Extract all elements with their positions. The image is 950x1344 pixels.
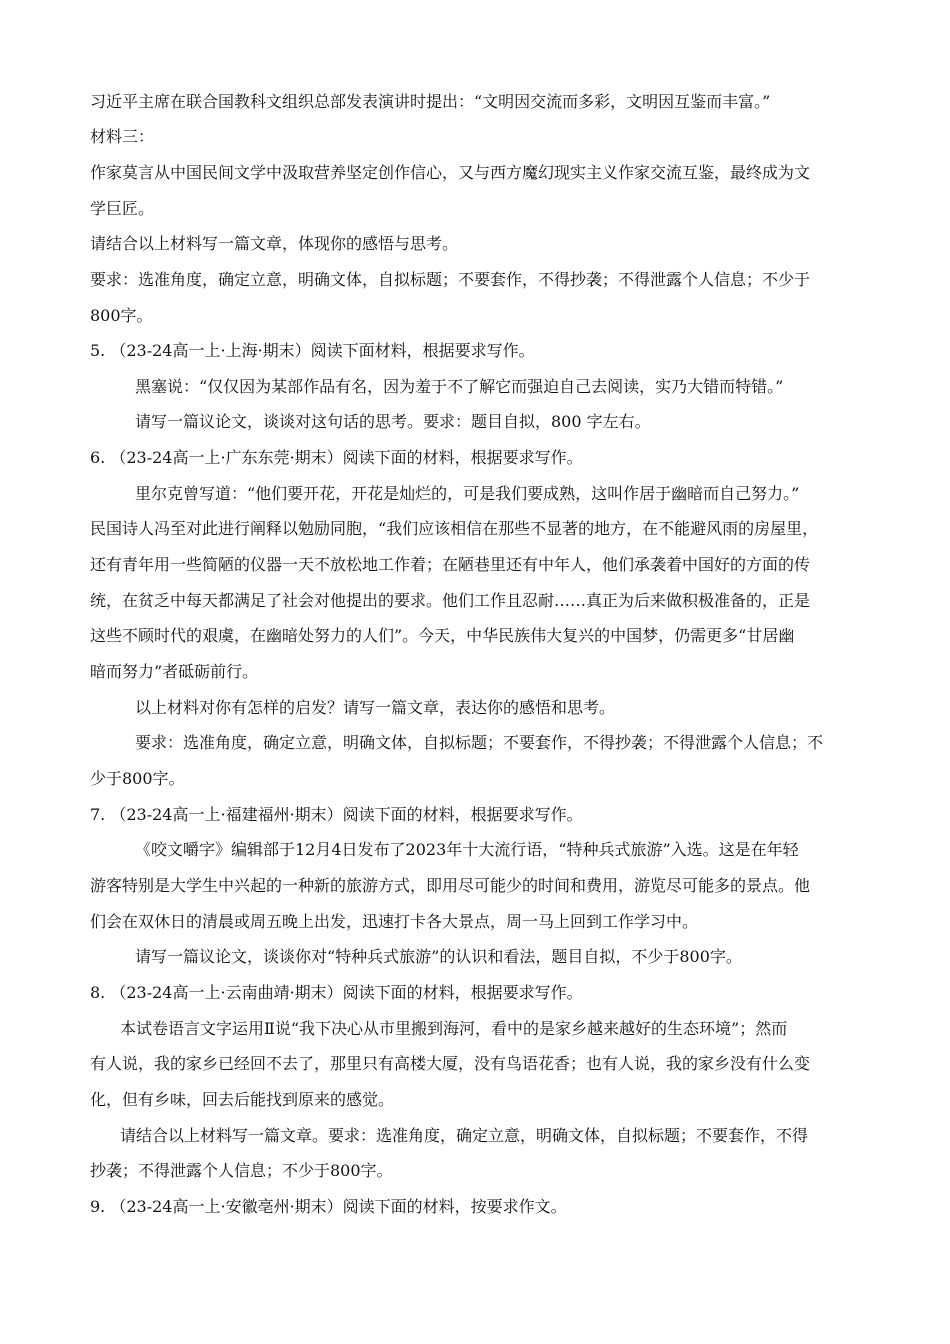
question-5-task: 请写一篇议论文，谈谈对这句话的思考。要求：题目自拟，800 字左右。 xyxy=(135,412,651,431)
question-5-heading: 5. （23-24高一上·上海·期末）阅读下面材料，根据要求写作。 xyxy=(90,341,535,360)
question-8-requirements: 抄袭；不得泄露个人信息；不少于800字。 xyxy=(90,1161,393,1180)
question-6-material: 还有青年用一些简陋的仪器一天不放松地工作着；在陋巷里还有中年人，他们承袭着中国好的方面的传 xyxy=(90,555,811,574)
question-8-heading: 8. （23-24高一上·云南曲靖·期末）阅读下面的材料，根据要求写作。 xyxy=(90,983,583,1002)
question-6-material: 统，在贫乏中每天都满足了社会对他提出的要求。他们工作且忍耐……真正为后来做积极准备的，正是 xyxy=(90,591,811,610)
question-6-material: 这些不顾时代的艰虞，在幽暗处努力的人们”。今天，中华民族伟大复兴的中国梦，仍需更多“甘居幽 xyxy=(90,626,795,645)
intro-line: 习近平主席在联合国教科文组织总部发表演讲时提出：“文明因交流而多彩，文明因互鉴而丰富。” xyxy=(90,92,771,111)
question-7-material: 《咬文嚼字》编辑部于12月4日发布了2023年十大流行语，“特种兵式旅游”入选。这是在年轻 xyxy=(135,840,799,859)
question-8-material: 化，但有乡味，回去后能找到原来的感觉。 xyxy=(90,1090,395,1109)
question-7-material: 们会在双休日的清晨或周五晚上出发，迅速打卡各大景点，周一马上回到工作学习中。 xyxy=(90,912,699,931)
question-8-material: 有人说，我的家乡已经回不去了，那里只有高楼大厦，没有鸟语花香；也有人说，我的家乡没有什么变 xyxy=(90,1054,811,1073)
material-three-text: 学巨匠。 xyxy=(90,199,155,218)
question-7-heading: 7. （23-24高一上·福建福州·期末）阅读下面的材料，根据要求写作。 xyxy=(90,805,583,824)
question-6-requirements: 要求：选准角度，确定立意，明确文体，自拟标题；不要套作，不得抄袭；不得泄露个人信息；不 xyxy=(135,733,824,752)
writing-requirements: 要求：选准角度，确定立意，明确文体，自拟标题；不要套作，不得抄袭；不得泄露个人信息；不少于 xyxy=(90,270,811,289)
material-three-text: 作家莫言从中国民间文学中汲取营养坚定创作信心，又与西方魔幻现实主义作家交流互鉴，最终成为文 xyxy=(90,163,811,182)
question-6-material: 暗而努力”者砥砺前行。 xyxy=(90,662,259,681)
writing-prompt: 请结合以上材料写一篇文章，体现你的感悟与思考。 xyxy=(90,234,459,253)
question-5-quote: 黑塞说：“仅仅因为某部作品有名，因为羞于不了解它而强迫自己去阅读，实乃大错而特错。” xyxy=(135,377,784,396)
question-8-material: 本试卷语言文字运用Ⅱ说“我下决心从市里搬到海河，看中的是家乡越来越好的生态环境”；然而 xyxy=(120,1019,788,1038)
material-three-label: 材料三： xyxy=(90,127,155,146)
writing-requirements: 800字。 xyxy=(90,306,153,325)
question-6-material: 民国诗人冯至对此进行阐释以勉励同胞，“我们应该相信在那些不显著的地方，在不能避风雨的房屋里， xyxy=(90,519,819,538)
question-7-material: 游客特别是大学生中兴起的一种新的旅游方式，即用尽可能少的时间和费用，游览尽可能多的景点。他 xyxy=(90,876,811,895)
question-7-task: 请写一篇议论文，谈谈你对“特种兵式旅游”的认识和看法，题目自拟，不少于800字。 xyxy=(135,947,742,966)
question-6-material: 里尔克曾写道：“他们要开花，开花是灿烂的，可是我们要成熟，这叫作居于幽暗而自己努力。” xyxy=(135,484,800,503)
question-9-heading: 9. （23-24高一上·安徽亳州·期末）阅读下面的材料，按要求作文。 xyxy=(90,1197,567,1216)
question-8-requirements: 请结合以上材料写一篇文章。要求：选准角度，确定立意，明确文体，自拟标题；不要套作，不得 xyxy=(120,1126,809,1145)
question-6-requirements: 少于800字。 xyxy=(90,769,185,788)
question-6-heading: 6. （23-24高一上·广东东莞·期末）阅读下面的材料，根据要求写作。 xyxy=(90,448,583,467)
question-6-prompt: 以上材料对你有怎样的启发？请写一篇文章，表达你的感悟和思考。 xyxy=(135,698,616,717)
